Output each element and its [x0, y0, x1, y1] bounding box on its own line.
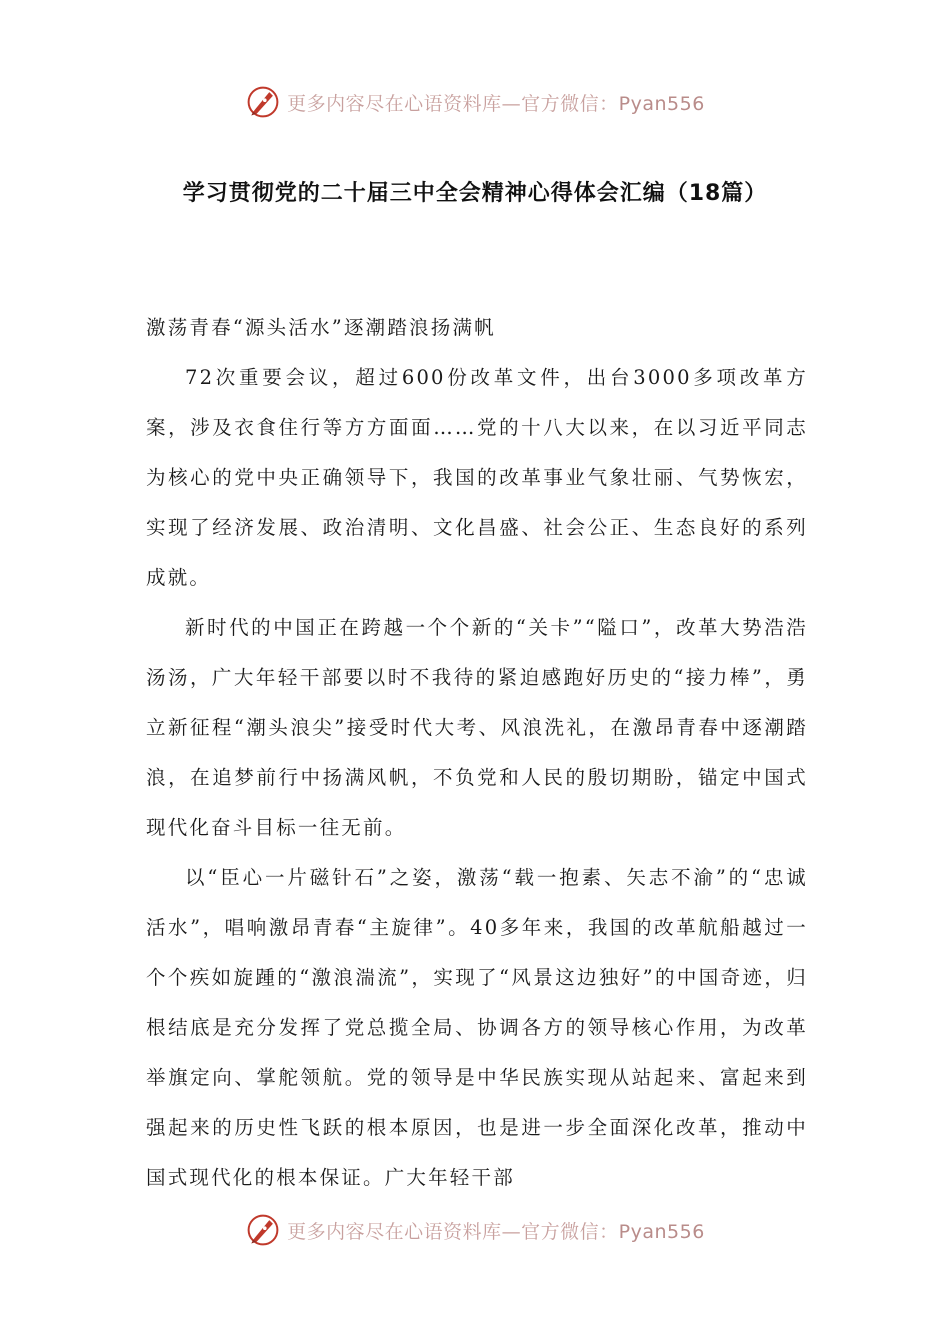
pen-nib-logo-icon — [245, 84, 281, 120]
paragraph: 以“臣心一片磁针石”之姿，激荡“载一抱素、矢志不渝”的“忠诚活水”，唱响激昂青春“主旋律”。40多年来，我国的改革航船越过一个个疾如旋踵的“激浪湍流”，实现了“风景这边独好”的中国奇迹，归根结底是充分发挥了党总揽全局、协调各方的领导核心作用，为改革举旗定向、掌舵领航。党的领导是中华民族实现从站起来、富起来到强起来的历史性飞跃的根本原因，也是进一步全面深化改革，推动中国式现代化的根本保证。广大年轻干部 — [146, 866, 808, 1189]
banner-text: 更多内容尽在心语资料库—官方微信： — [287, 92, 619, 115]
header-watermark-banner — [0, 80, 950, 124]
wechat-id: Pyan556 — [618, 92, 705, 115]
pen-nib-logo-icon — [245, 1212, 281, 1248]
document-title: 学习贯彻党的二十届三中全会精神心得体会汇编（18篇） — [182, 181, 768, 206]
wechat-id: Pyan556 — [618, 1220, 705, 1243]
article-subtitle: 激荡青春“源头活水”逐潮踏浪扬满帆 — [146, 316, 496, 339]
document-body — [146, 303, 808, 1203]
paragraph: 72次重要会议，超过600份改革文件，出台3000多项改革方案，涉及衣食住行等方方面面……党的十八大以来，在以习近平同志为核心的党中央正确领导下，我国的改革事业气象壮丽、气势恢宏，实现了经济发展、政治清明、文化昌盛、社会公正、生态良好的系列成就。 — [146, 366, 808, 589]
paragraph: 新时代的中国正在跨越一个个新的“关卡”“隘口”，改革大势浩浩汤汤，广大年轻干部要以时不我待的紧迫感跑好历史的“接力棒”，勇立新征程“潮头浪尖”接受时代大考、风浪洗礼，在激昂青春中逐潮踏浪，在追梦前行中扬满风帆，不负党和人民的殷切期盼，锚定中国式现代化奋斗目标一往无前。 — [146, 616, 808, 839]
footer-watermark-banner — [0, 1208, 950, 1252]
banner-text: 更多内容尽在心语资料库—官方微信： — [287, 1220, 619, 1243]
